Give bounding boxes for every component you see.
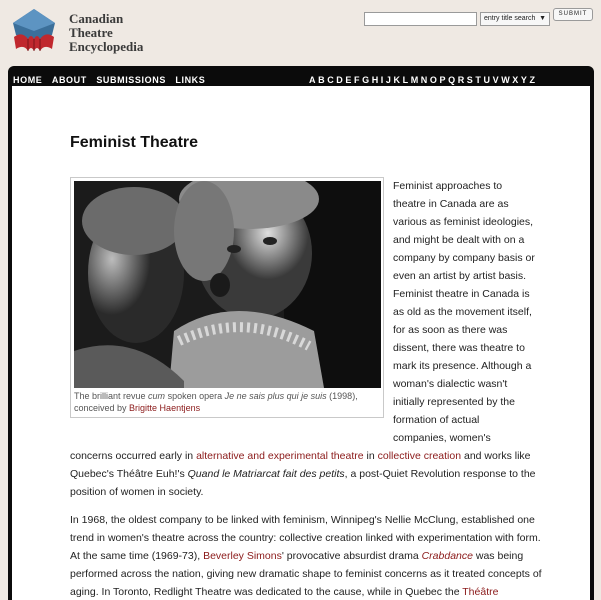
alpha-nav-c[interactable]: C xyxy=(327,75,334,85)
alpha-nav-b[interactable]: B xyxy=(318,75,325,85)
link-alternative-theatre[interactable]: alternative and experimental theatre xyxy=(196,450,364,462)
nav-submissions[interactable]: SUBMISSIONS xyxy=(96,75,166,85)
site-logo-text[interactable] xyxy=(69,12,143,54)
para1-text-b: in xyxy=(363,450,378,462)
caption-title: Je ne sais plus qui je suis xyxy=(224,391,327,401)
logo-line-2: Theatre xyxy=(69,25,113,40)
intro-line-4: and might be dealt with on a xyxy=(393,234,525,246)
caption-conceived: conceived by xyxy=(74,403,130,413)
logo-icon[interactable] xyxy=(8,7,60,55)
alpha-nav-i[interactable]: I xyxy=(380,75,384,85)
intro-line-2: theatre in Canada are as xyxy=(393,198,509,210)
search-type-select[interactable] xyxy=(480,12,550,26)
para2-line-5 xyxy=(70,583,532,600)
alpha-nav-a[interactable]: A xyxy=(309,75,316,85)
para1-line-3: position of women in society. xyxy=(70,486,204,498)
chevron-down-icon: ▼ xyxy=(539,15,546,22)
para1-play-title: Quand le Matriarcat fait des petits xyxy=(187,468,345,480)
intro-line-13: initially represented by the xyxy=(393,396,515,408)
search-type-value: entry title search xyxy=(484,15,536,22)
intro-line-10: dissent, there was theatre to xyxy=(393,342,525,354)
caption-year: (1998), xyxy=(326,391,358,401)
paragraph-2 xyxy=(70,511,542,600)
intro-line-15: companies, women's xyxy=(393,432,491,444)
para1-line-2 xyxy=(70,465,536,483)
alpha-nav-n[interactable]: N xyxy=(420,75,428,85)
alpha-nav-j[interactable]: J xyxy=(385,75,391,85)
intro-line-12: woman's dialectic wasn't xyxy=(393,378,508,390)
main-nav-bar xyxy=(8,66,594,86)
para2-line-3 xyxy=(70,547,532,565)
intro-line-5: company by company basis or xyxy=(393,252,535,264)
para2-text-a: At the same time (1969-73), xyxy=(70,550,204,562)
article-figure xyxy=(70,177,384,418)
alpha-nav-l[interactable]: L xyxy=(402,75,409,85)
caption-mid: spoken opera xyxy=(165,391,225,401)
alpha-nav-o[interactable]: O xyxy=(429,75,437,85)
alpha-nav-h[interactable]: H xyxy=(371,75,379,85)
intro-line-1: Feminist approaches to xyxy=(393,180,503,192)
alpha-nav-k[interactable]: K xyxy=(393,75,400,85)
alpha-nav-r[interactable]: R xyxy=(457,75,465,85)
alpha-nav-w[interactable]: W xyxy=(501,75,510,85)
paragraph-1 xyxy=(70,447,536,501)
nav-links[interactable]: LINKS xyxy=(175,75,206,85)
para2-line-4: performed across the nation, giving new dramatic shape to feminist concerns as it treated concepts of xyxy=(70,568,542,580)
alpha-nav-x[interactable]: X xyxy=(512,75,519,85)
caption-link[interactable]: Brigitte Haentjens xyxy=(129,403,201,413)
alpha-nav-p[interactable]: P xyxy=(439,75,446,85)
link-collective-creation[interactable]: collective creation xyxy=(377,450,462,462)
para2-line-2: trend in women's theatre across the country: collective creation linked with experimentation with form. xyxy=(70,532,541,544)
intro-line-7: Feminist theatre in Canada is xyxy=(393,288,530,300)
intro-line-6: even an artist by artist basis. xyxy=(393,270,527,282)
para2-text-b: ' provocative absurdist drama xyxy=(281,550,422,562)
para1-line-1 xyxy=(70,447,532,465)
intro-line-9: for as soon as there was xyxy=(393,324,508,336)
search-input[interactable] xyxy=(364,12,477,26)
para1-text-e: , a post-Quiet Revolution response to the xyxy=(344,468,536,480)
submit-button[interactable]: SUBMIT xyxy=(553,8,593,21)
para2-play-title: Crabdance xyxy=(421,550,473,562)
alpha-nav-z[interactable]: Z xyxy=(529,75,536,85)
caption-pre: The brilliant revue xyxy=(74,391,149,401)
alpha-nav-m[interactable]: M xyxy=(410,75,419,85)
logo-line-1: Canadian xyxy=(69,11,124,26)
alpha-nav-d[interactable]: D xyxy=(336,75,343,85)
alpha-nav-v[interactable]: V xyxy=(492,75,499,85)
alpha-nav-q[interactable]: Q xyxy=(448,75,456,85)
para1-text-c: and works like xyxy=(461,450,531,462)
alpha-nav-s[interactable]: S xyxy=(466,75,473,85)
para1-text-a: concerns occurred early in xyxy=(70,450,197,462)
page-title: Feminist Theatre xyxy=(70,134,199,151)
intro-line-14: formation of actual xyxy=(393,414,480,426)
intro-line-11: mark its presence. Although a xyxy=(393,360,532,372)
alpha-nav-g[interactable]: G xyxy=(362,75,370,85)
logo-line-3: Encyclopedia xyxy=(69,39,144,54)
link-beverley-simons[interactable]: Beverley Simons xyxy=(203,550,282,562)
alpha-nav-u[interactable]: U xyxy=(483,75,490,85)
para2-line-1: In 1968, the oldest company to be linked with feminism, Winnipeg's Nellie McClung, established one xyxy=(70,514,535,526)
intro-line-3: various as feminist ideologies, xyxy=(393,216,534,228)
figure-caption xyxy=(74,390,379,414)
performance-photo[interactable] xyxy=(74,181,381,388)
para1-text-d: Quebec's Théâtre Euh!'s xyxy=(70,468,188,480)
alpha-nav-e[interactable]: E xyxy=(345,75,352,85)
para2-text-d: aging. In Toronto, Redlight Theatre was dedicated to the cause, while in Quebec the xyxy=(70,586,463,598)
link-theatre[interactable]: Théâtre xyxy=(462,586,499,598)
para2-text-c: was being xyxy=(472,550,524,562)
alpha-nav-t[interactable]: T xyxy=(475,75,481,85)
alpha-nav-y[interactable]: Y xyxy=(520,75,527,85)
nav-home[interactable]: HOME xyxy=(13,75,43,85)
intro-line-8: as old as the movement itself, xyxy=(393,306,532,318)
intro-text xyxy=(393,177,533,447)
nav-about[interactable]: ABOUT xyxy=(51,75,87,85)
alpha-nav-f[interactable]: F xyxy=(353,75,360,85)
caption-cum: cum xyxy=(148,391,166,401)
